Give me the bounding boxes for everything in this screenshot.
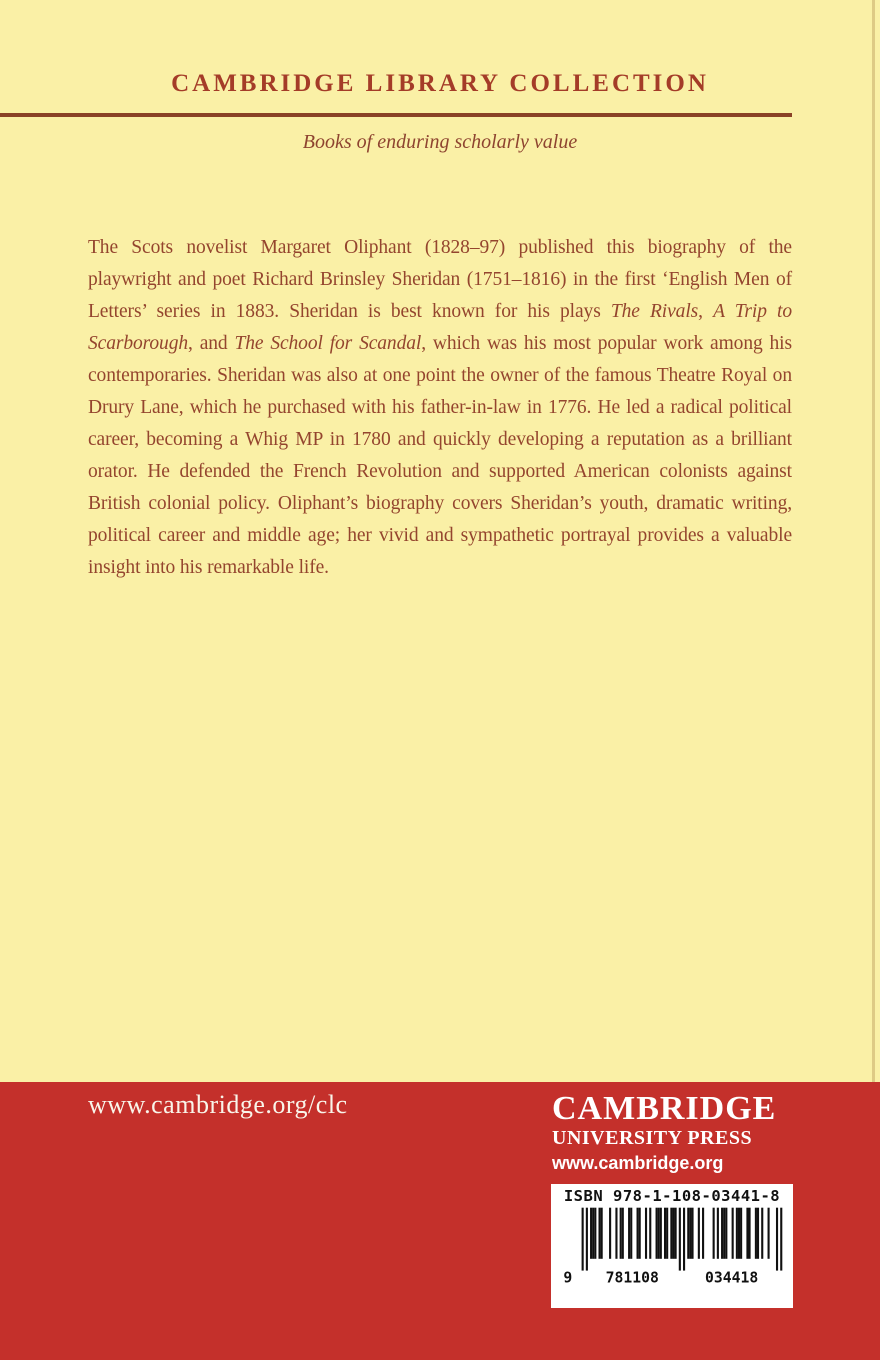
ean13-barcode-icon	[558, 1207, 786, 1287]
publisher-logo	[552, 1092, 802, 1172]
svg-text:781108: 781108	[605, 1269, 659, 1287]
svg-text:034418: 034418	[704, 1269, 759, 1287]
collection-title: CAMBRIDGE LIBRARY COLLECTION	[171, 70, 709, 97]
isbn-number: ISBN 978-1-108-03441-8	[563, 1187, 781, 1205]
publisher-band	[0, 1082, 880, 1360]
book-blurb: The Scots novelist Margaret Oliphant (1828–97) published this biography of the playwright and poet Richard Brinsley Sheridan (1751–1816) in the first ‘English Men of Letters’ series in 1883. Sheridan is best known for his plays The Rivals, A Trip to Scarborough, and The School for Scandal, which was his most popular work among his contemporaries. Sheridan was also at one point the owner of the famous Theatre Royal on Drury Lane, which he purchased with his father-in-law in 1776. He led a radical political career, becoming a Whig MP in 1780 and quickly developing a reputation as a brilliant orator. He defended the French Revolution and supported American colonists against British colonial policy. Oliphant’s biography covers Sheridan’s youth, dramatic writing, political career and middle age; her vivid and sympathetic portrayal provides a valuable insight into his remarkable life.	[88, 237, 792, 578]
cover-edge-shadow	[872, 0, 875, 1082]
publisher-name: CAMBRIDGE	[552, 1090, 777, 1127]
publisher-url: www.cambridge.org	[552, 1153, 724, 1173]
header-rule	[0, 113, 792, 117]
collection-url: www.cambridge.org/clc	[88, 1090, 348, 1119]
publisher-subtitle: UNIVERSITY PRESS	[552, 1127, 753, 1149]
isbn-barcode	[551, 1184, 793, 1308]
collection-tagline: Books of enduring scholarly value	[302, 131, 578, 153]
svg-text:9: 9	[563, 1269, 573, 1287]
